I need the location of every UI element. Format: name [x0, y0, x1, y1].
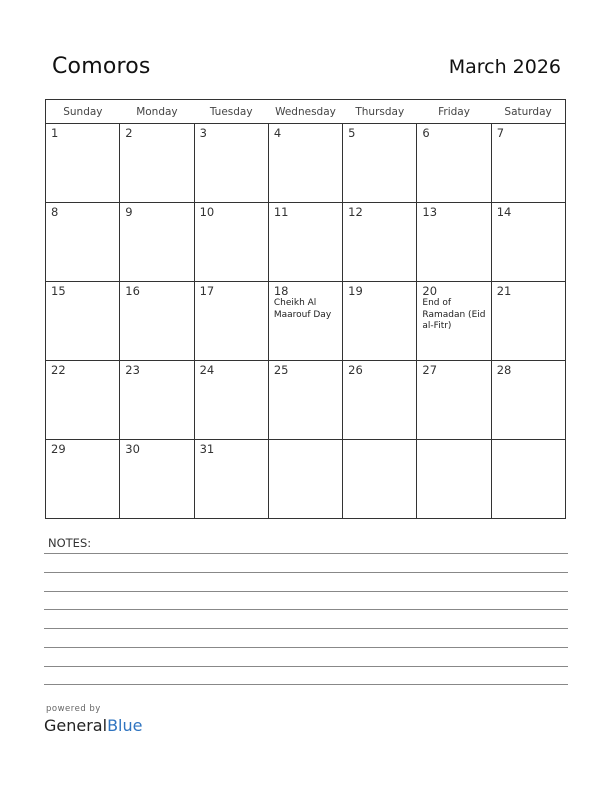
day-number: 1	[51, 126, 59, 140]
day-cell	[120, 124, 194, 203]
day-number: 8	[51, 205, 59, 219]
day-number: 3	[199, 126, 207, 140]
day-number: 13	[422, 205, 438, 219]
day-number: 17	[199, 284, 215, 298]
day-cell	[491, 124, 565, 203]
powered-by-text: powered by	[46, 704, 101, 714]
day-cell	[194, 282, 268, 361]
day-number: 15	[51, 284, 66, 298]
note-line	[44, 684, 568, 685]
note-line	[44, 666, 568, 667]
day-number: 10	[199, 205, 215, 219]
day-number: 31	[199, 442, 215, 456]
holiday-label: End of Ramadan (Eid al-Fitr)	[422, 298, 486, 331]
note-line	[44, 553, 568, 554]
day-number: 24	[199, 363, 215, 377]
day-cell	[343, 361, 417, 440]
holiday-label: Cheikh Al Maarouf Day	[273, 298, 332, 320]
day-cell	[268, 203, 342, 282]
weekday-wednesday: Wednesday	[268, 100, 342, 124]
day-number: 16	[125, 284, 140, 298]
day-cell	[343, 124, 417, 203]
day-cell	[194, 203, 268, 282]
day-number: 27	[422, 363, 438, 377]
day-number: 28	[496, 363, 512, 377]
country-title: Comoros	[52, 54, 151, 79]
day-cell	[120, 203, 194, 282]
day-cell	[46, 282, 120, 361]
day-cell	[120, 440, 194, 519]
day-number: 23	[125, 363, 140, 377]
month-title: March 2026	[448, 56, 561, 78]
note-line	[44, 609, 568, 610]
day-number: 4	[273, 126, 282, 140]
day-number: 21	[496, 284, 512, 298]
note-line	[44, 591, 568, 592]
day-cell	[46, 440, 120, 519]
week-row	[46, 361, 566, 440]
weekday-monday: Monday	[120, 100, 194, 124]
day-cell-holiday	[268, 282, 342, 361]
day-cell	[120, 282, 194, 361]
weekday-friday: Friday	[417, 100, 491, 124]
brand-logo	[44, 716, 142, 735]
day-number: 18	[273, 284, 289, 298]
day-cell	[491, 282, 565, 361]
day-cell-empty	[343, 440, 417, 519]
week-row	[46, 203, 566, 282]
day-cell	[417, 203, 491, 282]
day-number: 2	[125, 126, 133, 140]
day-cell	[343, 282, 417, 361]
day-number: 5	[348, 126, 356, 140]
day-cell	[46, 203, 120, 282]
weekday-sunday: Sunday	[46, 100, 120, 124]
week-row	[46, 440, 566, 519]
weekday-header-row	[46, 100, 566, 124]
day-cell	[268, 124, 342, 203]
day-cell-empty	[268, 440, 342, 519]
notes-label: NOTES:	[48, 536, 92, 550]
day-cell	[417, 124, 491, 203]
day-cell	[417, 361, 491, 440]
day-cell	[46, 361, 120, 440]
note-line	[44, 572, 568, 573]
week-row	[46, 124, 566, 203]
day-cell	[46, 124, 120, 203]
day-number: 14	[496, 205, 512, 219]
note-line	[44, 628, 568, 629]
day-number: 29	[51, 442, 66, 456]
day-number: 7	[496, 126, 505, 140]
day-number: 11	[273, 205, 289, 219]
weekday-saturday: Saturday	[491, 100, 565, 124]
day-number: 22	[51, 363, 66, 377]
day-cell	[343, 203, 417, 282]
day-cell-empty	[491, 440, 565, 519]
day-cell	[194, 361, 268, 440]
day-number: 12	[348, 205, 363, 219]
day-cell	[268, 361, 342, 440]
day-number: 6	[422, 126, 430, 140]
day-number: 9	[125, 205, 133, 219]
day-cell	[120, 361, 194, 440]
day-cell	[194, 440, 268, 519]
day-number: 20	[422, 284, 438, 298]
weekday-thursday: Thursday	[343, 100, 417, 124]
day-number: 19	[348, 284, 363, 298]
day-number: 25	[273, 363, 289, 377]
day-number: 26	[348, 363, 363, 377]
day-cell-holiday	[417, 282, 491, 361]
day-cell-empty	[417, 440, 491, 519]
day-cell	[194, 124, 268, 203]
day-cell	[491, 203, 565, 282]
calendar-grid	[45, 99, 566, 519]
note-line	[44, 647, 568, 648]
brand-name-part1: General	[44, 716, 108, 735]
day-cell	[491, 361, 565, 440]
week-row	[46, 282, 566, 361]
brand-name-part2: Blue	[107, 716, 143, 735]
weekday-tuesday: Tuesday	[194, 100, 268, 124]
day-number: 30	[125, 442, 140, 456]
